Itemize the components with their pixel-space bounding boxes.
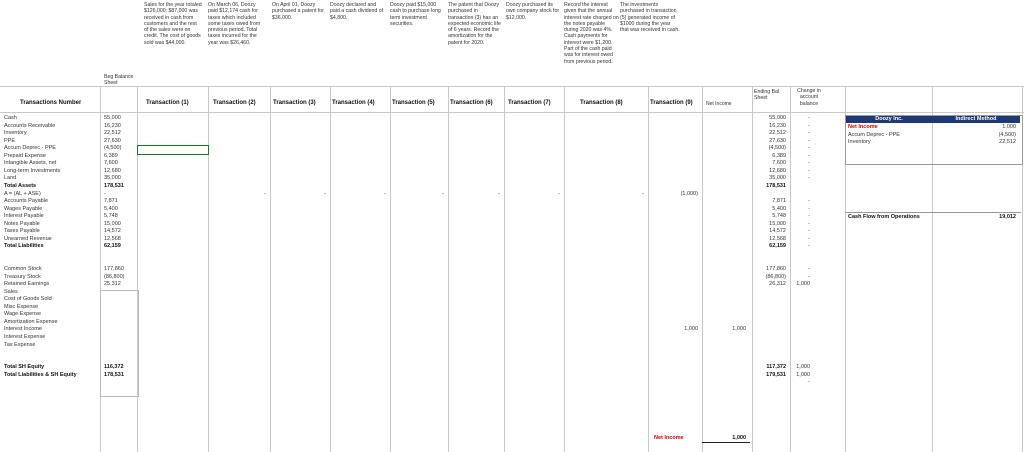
transaction-cell[interactable]: - <box>264 190 266 197</box>
transaction-description: Sales for the year totaled $126,000; $87,000 was received in cash from customers and the rest of the sales were on credit. The cost of goods sold was $44,000. <box>144 2 202 46</box>
beg-balance-label: Beg Balance Sheet <box>104 74 134 87</box>
ending-balance-cell[interactable]: 7,871 <box>772 198 786 205</box>
transactions-number-header: Transactions Number <box>20 100 82 106</box>
change-cell[interactable]: - <box>808 205 810 212</box>
change-cell[interactable]: - <box>808 160 810 167</box>
grid-column-line <box>390 86 391 452</box>
row-label: Notes Payable <box>4 220 40 227</box>
change-header: Change in account balance <box>797 88 821 107</box>
transaction-description: The patent that Doozy purchased in transaction (3) has an expected economic life of 6 years. Record the amortization for the patent for 2020. <box>448 2 501 46</box>
row-label: Intangible Assets, net <box>4 160 57 167</box>
ending-balance-cell[interactable]: 6,389 <box>772 152 786 159</box>
cashflow-item-value[interactable]: (4,500) <box>998 131 1016 138</box>
grid-column-line <box>270 86 271 452</box>
beg-balance-cell[interactable]: 5,748 <box>104 213 118 220</box>
beg-balance-cell[interactable]: 27,630 <box>104 137 121 144</box>
cfo-value[interactable]: 19,012 <box>999 214 1016 220</box>
transaction-description: The investments purchased in transaction (5) generated income of $1000 during the year that was received in cash. <box>620 2 680 34</box>
change-cell[interactable]: - <box>808 145 810 152</box>
footer-net-income-value[interactable]: 1,000 <box>732 435 746 441</box>
beg-balance-cell[interactable]: (86,800) <box>104 273 125 280</box>
change-cell[interactable]: - <box>808 122 810 129</box>
beg-balance-cell[interactable]: 25,312 <box>104 281 121 288</box>
row-label: Tax Expense <box>4 341 36 348</box>
beg-balance-cell[interactable]: 62,159 <box>104 243 121 250</box>
beg-balance-cell[interactable]: 6,389 <box>104 152 118 159</box>
row-label: Wages Payable <box>4 205 43 212</box>
transaction-header: Transaction (7) <box>508 100 551 106</box>
grid-column-line <box>564 86 565 452</box>
ending-balance-cell[interactable]: 35,000 <box>769 175 786 182</box>
grid-column-line <box>504 86 505 452</box>
transaction-header: Transaction (5) <box>392 100 435 106</box>
change-cell[interactable]: - <box>808 228 810 235</box>
transaction-cell[interactable]: - <box>642 190 644 197</box>
ending-balance-cell[interactable]: 62,159 <box>769 243 786 250</box>
ending-balance-cell[interactable]: 5,748 <box>772 213 786 220</box>
footer-underline <box>702 442 750 443</box>
transaction-header: Transaction (4) <box>332 100 375 106</box>
transaction-description: Doozy paid $15,000 cash to purchase long term investment securities. <box>390 2 441 27</box>
grid-column-line <box>648 86 649 452</box>
row-label: Cash <box>4 115 17 121</box>
cfo-topline <box>845 212 1021 213</box>
change-cell[interactable]: - <box>808 213 810 220</box>
beg-balance-cell[interactable]: 35,000 <box>104 175 121 182</box>
row-label: PPE <box>4 137 16 144</box>
cashflow-item-label: Inventory <box>848 139 871 145</box>
beg-balance-cell[interactable]: 7,871 <box>104 198 118 205</box>
transaction-description: On March 06, Doozy paid $12,174 cash for taxes which included some taxes owed from previous period. Total taxes incurred for the year was $26,460. <box>208 2 261 46</box>
transaction-cell[interactable]: - <box>384 190 386 197</box>
cashflow-item-label: Accum Deprec - PPE <box>848 131 900 138</box>
row-label: Treasury Stock <box>4 273 41 280</box>
change-cell[interactable]: - <box>808 266 810 272</box>
row-label: Amortization Expense <box>4 318 58 325</box>
change-cell[interactable]: - <box>808 137 810 144</box>
change-cell[interactable]: - <box>808 130 810 137</box>
ending-balance-cell[interactable]: 22,512 <box>769 130 786 137</box>
change-cell[interactable]: - <box>808 152 810 159</box>
cfo-label: Cash Flow from Operations <box>848 214 920 220</box>
change-cell[interactable]: 1,000 <box>796 281 810 288</box>
row-label: Prepaid Expense <box>4 152 46 159</box>
row-label: Cost of Goods Sold <box>4 296 52 303</box>
change-cell[interactable]: 1,000 <box>796 364 810 371</box>
ending-balance-cell[interactable]: 178,531 <box>766 182 786 189</box>
grid-column-line <box>100 86 101 452</box>
row-label: Unearned Revenue <box>4 235 52 242</box>
row-label: Land <box>4 175 17 182</box>
row-label: Misc Expense <box>4 303 39 310</box>
change-cell[interactable]: - <box>808 198 810 205</box>
ending-balance-cell[interactable]: 177,860 <box>766 266 786 272</box>
ending-balance-cell[interactable]: (4,500) <box>768 145 786 152</box>
transaction-header: Transaction (1) <box>146 100 189 106</box>
change-cell[interactable]: 1,000 <box>796 371 810 378</box>
beg-balance-cell[interactable]: 12,680 <box>104 167 121 174</box>
beg-balance-cell[interactable]: 5,400 <box>104 205 118 212</box>
beg-balance-cell[interactable]: - <box>104 190 106 197</box>
beg-balance-cell[interactable]: 15,000 <box>104 220 121 227</box>
ending-balance-cell[interactable]: 27,630 <box>769 137 786 144</box>
ending-balance-cell[interactable]: 16,230 <box>769 122 786 129</box>
grid-column-line <box>137 86 138 452</box>
row-label: Interest Income <box>4 326 42 333</box>
row-label: Total SH Equity <box>4 364 45 371</box>
row-label: Retained Earnings <box>4 281 50 288</box>
row-label: Total Liabilities & SH Equity <box>4 371 77 378</box>
ending-balance-cell[interactable]: 12,568 <box>769 235 786 242</box>
change-cell[interactable]: - <box>808 175 810 182</box>
change-cell[interactable]: - <box>808 167 810 174</box>
transaction-description: Doozy declared and paid a cash dividend of $4,800. <box>330 2 384 21</box>
header-divider-line <box>0 86 1024 87</box>
change-cell[interactable]: - <box>808 235 810 242</box>
ending-balance-cell[interactable]: 179,531 <box>766 371 786 378</box>
change-cell[interactable]: - <box>808 220 810 227</box>
beg-balance-cell[interactable]: 178,531 <box>104 371 124 378</box>
row-label: Total Assets <box>4 182 37 189</box>
row-label: Total Liabilities <box>4 243 44 250</box>
beg-balance-cell[interactable]: 12,568 <box>104 235 121 242</box>
row-label: Interest Payable <box>4 213 44 220</box>
sales-block-border <box>100 290 139 397</box>
selected-cell[interactable] <box>137 145 209 155</box>
change-cell[interactable]: - <box>808 273 810 280</box>
row-label: Taxes Payable <box>4 228 40 235</box>
transaction-header: Transaction (6) <box>450 100 493 106</box>
transaction-cell[interactable]: - <box>558 190 560 197</box>
beg-balance-cell[interactable]: 55,000 <box>104 115 121 121</box>
grid-column-line <box>702 86 703 452</box>
change-cell[interactable]: - <box>808 379 810 386</box>
row-label: Wage Expense <box>4 311 42 318</box>
transaction-cell[interactable]: (1,000) <box>680 190 698 197</box>
grid-column-line <box>208 86 209 452</box>
beg-balance-cell[interactable]: 116,372 <box>104 364 124 371</box>
row-label: A = (AL + ASE) <box>4 190 41 197</box>
beg-balance-cell[interactable]: 16,230 <box>104 122 121 129</box>
change-cell[interactable]: - <box>808 243 810 250</box>
header-divider-line <box>0 112 1024 113</box>
transaction-cell[interactable]: - <box>324 190 326 197</box>
transaction-cell[interactable]: 1,000 <box>684 326 698 333</box>
beg-balance-cell[interactable]: 22,512 <box>104 130 121 137</box>
row-label: Inventory <box>4 130 27 137</box>
ending-balance-cell[interactable]: (86,800) <box>765 273 786 280</box>
row-label: Accounts Receivable <box>4 122 56 129</box>
ending-bal-header: Ending Bal Sheet <box>754 89 780 102</box>
ending-balance-cell[interactable]: 26,312 <box>769 281 786 288</box>
cashflow-item-value[interactable]: 1,000 <box>1002 124 1016 130</box>
row-label: Common Stock <box>4 266 42 272</box>
net-income-cell[interactable]: 1,000 <box>732 326 746 333</box>
transaction-header: Transaction (9) <box>650 100 693 106</box>
beg-balance-cell[interactable]: 7,600 <box>104 160 118 167</box>
transaction-description: Doozy purchased its own company stock for $12,000. <box>506 2 560 21</box>
cashflow-item-label: Net Income <box>848 124 878 130</box>
transaction-cell[interactable]: - <box>442 190 444 197</box>
transaction-description: On April 01, Doozy purchased a patent for $36,000. <box>272 2 324 21</box>
net-income-header: Net Income <box>706 101 732 107</box>
beg-balance-cell[interactable]: 177,860 <box>104 266 124 272</box>
ending-balance-cell[interactable]: 55,000 <box>769 115 786 121</box>
row-label: Long-term Investments <box>4 167 61 174</box>
row-label: Interest Expense <box>4 333 46 340</box>
cashflow-item-value[interactable]: 22,512 <box>999 139 1016 145</box>
transaction-description: Record the interest given that the annual interest rate charged on the notes payable during 2020 was 4%. Cash payments for interest were $1,200. Part of the cash paid was for interest owed from previous period. <box>564 2 619 65</box>
ending-balance-cell[interactable]: 12,680 <box>769 167 786 174</box>
ending-balance-cell[interactable]: 117,372 <box>766 364 786 371</box>
cashflow-method-title: Indirect Method <box>932 116 1020 123</box>
cashflow-company-title: Doozy Inc. <box>846 116 932 123</box>
change-cell[interactable]: - <box>808 115 810 121</box>
ending-balance-cell[interactable]: 5,400 <box>772 205 786 212</box>
transaction-cell[interactable]: - <box>498 190 500 197</box>
ending-balance-cell[interactable]: 7,600 <box>772 160 786 167</box>
grid-column-line <box>448 86 449 452</box>
transaction-header: Transaction (8) <box>580 100 623 106</box>
beg-balance-cell[interactable]: 14,572 <box>104 228 121 235</box>
ending-balance-cell[interactable]: 15,000 <box>769 220 786 227</box>
beg-balance-cell[interactable]: 178,531 <box>104 182 124 189</box>
grid-column-line <box>330 86 331 452</box>
transaction-header: Transaction (2) <box>213 100 256 106</box>
footer-net-income-label: Net Income <box>654 435 684 441</box>
transaction-header: Transaction (3) <box>273 100 316 106</box>
beg-balance-cell[interactable]: (4,500) <box>104 145 122 152</box>
row-label: Accum Deprec - PPE <box>4 145 56 152</box>
ending-balance-cell[interactable]: 14,572 <box>769 228 786 235</box>
row-label: Sales <box>4 288 18 295</box>
row-label: Accounts Payable <box>4 198 49 205</box>
